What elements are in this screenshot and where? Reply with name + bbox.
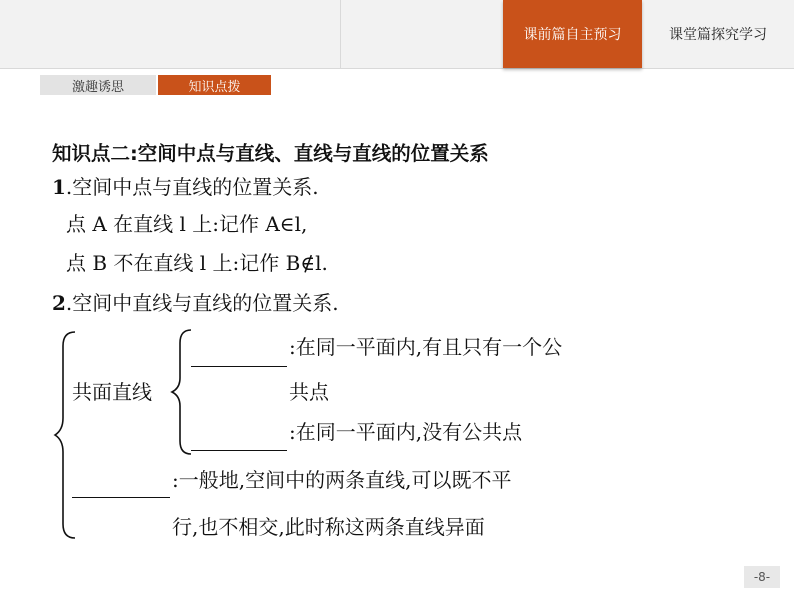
item-1-number: 1 [52, 175, 66, 199]
tab-preview[interactable]: 课前篇自主预习 [503, 0, 642, 68]
skew-desc-line2: 行,也不相交,此时称这两条直线异面 [172, 515, 485, 539]
section-heading: 知识点二:空间中点与直线、直线与直线的位置关系 [52, 142, 489, 165]
item-1-text: .空间中点与直线的位置关系. [65, 175, 319, 199]
coplanar-lines-label: 共面直线 [72, 380, 152, 404]
item-2-text: .空间中直线与直线的位置关系. [65, 291, 339, 315]
point-not-on-line-text: 点 B 不在直线 l 上:记作 B∉l. [66, 251, 328, 275]
point-on-line-text: 点 A 在直线 l 上:记作 A∈l, [66, 212, 308, 236]
tab-explore[interactable]: 课堂篇探究学习 [669, 27, 767, 43]
subtab-knowledge[interactable]: 知识点拨 [158, 75, 271, 95]
subtab-motivation[interactable]: 激趣诱思 [40, 75, 156, 95]
blank-skew[interactable] [72, 497, 170, 498]
item-2-number: 2 [52, 291, 66, 315]
parallel-desc: :在同一平面内,没有公共点 [289, 420, 523, 444]
outer-brace [55, 332, 75, 538]
intersecting-desc-line1: :在同一平面内,有且只有一个公 [289, 335, 563, 359]
page-number: -8- [744, 566, 780, 588]
blank-intersecting[interactable] [191, 366, 287, 367]
blank-parallel[interactable] [191, 450, 287, 451]
skew-desc-line1: :一般地,空间中的两条直线,可以既不平 [172, 468, 512, 492]
intersecting-desc-line2: 共点 [289, 380, 329, 404]
inner-brace [172, 330, 191, 454]
